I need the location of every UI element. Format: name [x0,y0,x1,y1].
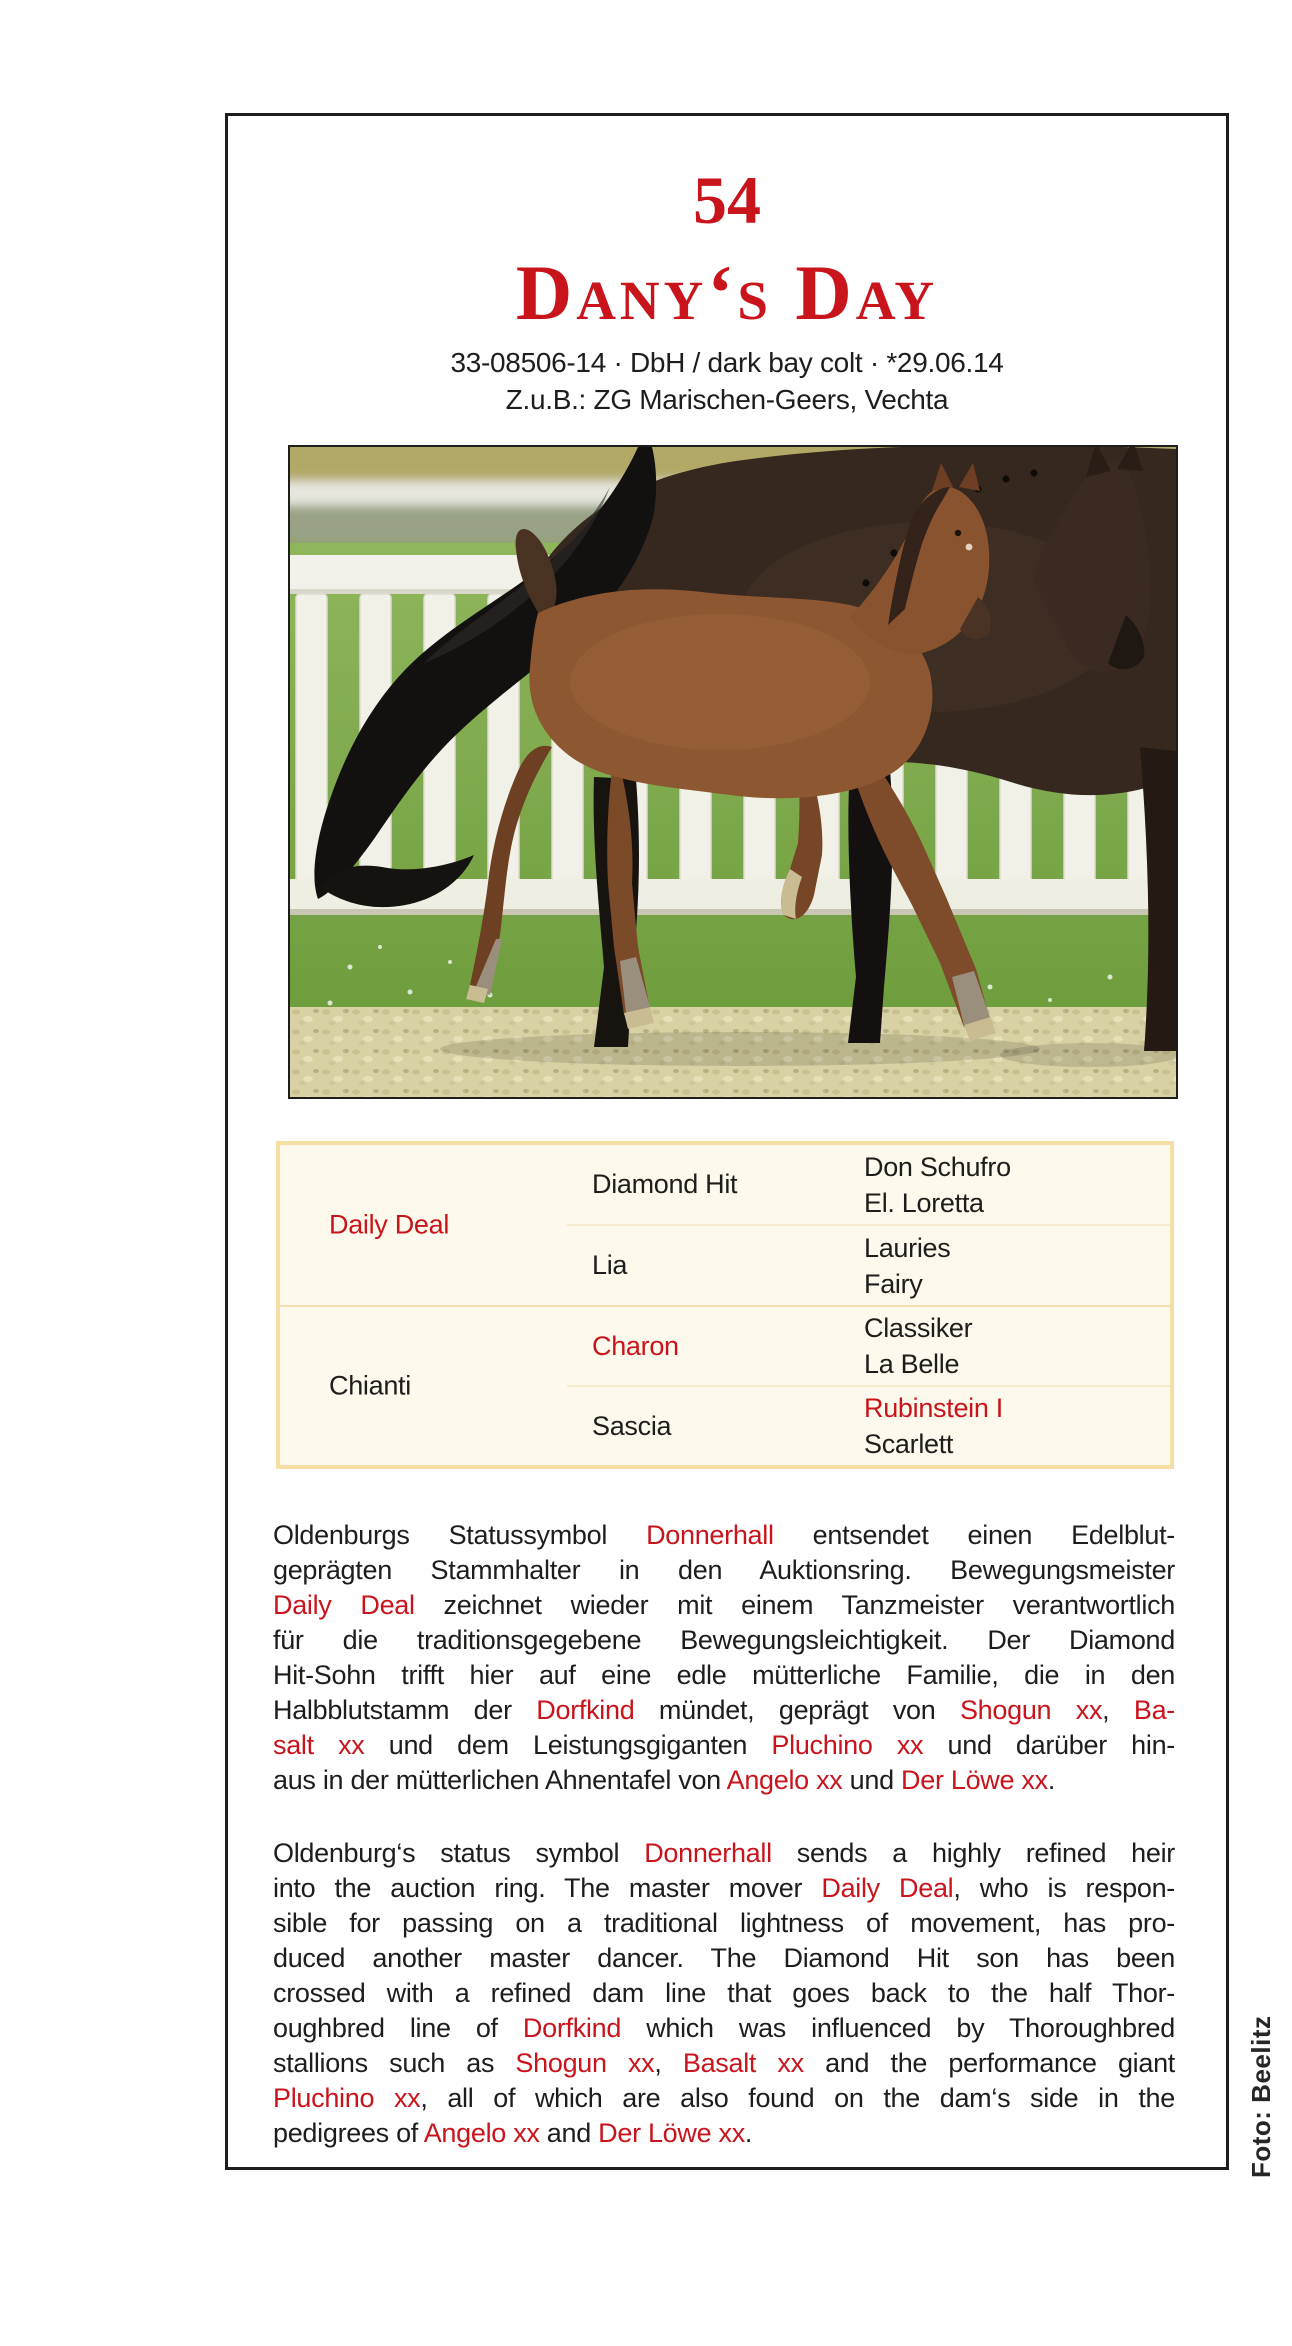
text-segment: Pluchino xx [771,1730,924,1760]
text-segment: , all of which are also found on the dam‘s side in the [420,2083,1175,2113]
text-line [273,2081,1175,2116]
text-segment: Scarlett [864,1429,954,1459]
pedigree-greatgrandparents [864,1149,1170,1221]
pedigree-grandparent-name [567,1411,864,1442]
pedigree-parent-name [329,1210,449,1241]
text-segment: and the performance giant [803,2048,1175,2078]
text-segment: Sascia [592,1410,672,1441]
text-segment: Angelo xx [423,2118,540,2148]
text-line [273,1658,1175,1693]
pedigree-row [567,1145,1170,1224]
text-line [273,2011,1175,2046]
pedigree-table [276,1141,1174,1469]
text-segment: Ba- [1133,1695,1175,1725]
photo-credit: Foto: Beelitz [1246,2015,1276,2178]
text-segment: Classiker [864,1313,973,1343]
text-line [273,2046,1175,2081]
pedigree-greatgrandparent-name [864,1149,1170,1185]
text-line [273,1518,1175,1553]
paragraph-english [273,1836,1175,2151]
text-segment: Shogun xx [959,1695,1103,1725]
pedigree-row [567,1307,1170,1385]
text-segment: into the auction ring. The master mover [273,1873,822,1903]
text-line [273,1588,1175,1623]
text-line [273,1836,1175,1871]
text-line [273,1941,1175,1976]
pedigree-greatgrandparents [864,1390,1170,1462]
text-segment: oughbred line of [273,2013,523,2043]
text-segment: La Belle [864,1349,960,1379]
text-segment: und darüber hin- [923,1730,1175,1760]
text-segment: Rubinstein I [864,1393,1003,1423]
text-segment: Don Schufro [864,1151,1011,1182]
text-segment: Angelo xx [726,1765,843,1795]
pedigree-greatgrandparent-name [864,1230,1170,1266]
pedigree-parent-name [329,1371,411,1402]
horse-info [228,344,1226,418]
pedigree-greatgrandparent-name [864,1390,1170,1426]
text-line [273,1623,1175,1658]
text-segment: für die traditionsgegebene Bewegungsleichtigkeit. Der Diamond [273,1625,1175,1655]
pedigree-greatgrandparent-name [864,1346,1170,1382]
pedigree-rows [567,1145,1170,1305]
text-segment: Basalt xx [682,2048,804,2078]
text-segment: crossed with a refined dam line that goes back to the half Thor- [273,1978,1175,2008]
text-segment: geprägten Stammhalter in den Auktionsring. Bewegungsmeister [273,1555,1175,1585]
text-segment: Donnerhall [644,1838,772,1868]
text-segment: und [842,1765,902,1795]
pedigree-grandparent-name [567,1331,864,1362]
text-segment: Fairy [864,1268,923,1299]
pedigree-row [567,1224,1170,1305]
pedigree-greatgrandparent-name [864,1426,1170,1462]
text-segment: zeichnet wieder mit einem Tanzmeister verantwortlich [414,1590,1175,1620]
pedigree-generation-sire [280,1145,1170,1305]
text-segment: . [744,2118,753,2148]
text-line [273,1693,1175,1728]
text-line [273,2116,1175,2151]
text-segment: Halbblutstamm der [273,1695,537,1725]
ground-shadow [440,1032,1040,1066]
text-segment: Shogun xx [515,2048,655,2078]
info-line-2: Z.u.B.: ZG Marischen-Geers, Vechta [505,384,949,415]
text-segment: Daily Deal [821,1873,954,1903]
text-line [273,1728,1175,1763]
text-segment: duced another master dancer. The Diamond Hit son has been [273,1943,1175,1973]
text-segment: sends a highly refined heir [771,1838,1175,1868]
pedigree-greatgrandparents [864,1230,1170,1302]
text-segment: , [654,2048,683,2078]
text-segment: mündet, geprägt von [634,1695,960,1725]
text-segment: Daily Deal [273,1590,415,1620]
text-segment: Chianti [329,1370,411,1401]
info-line-1: 33-08506-14 · DbH / dark bay colt · *29.06.14 [450,347,1004,378]
text-segment: Dorfkind [522,2013,622,2043]
lot-number: 54 [693,162,761,238]
text-segment: Diamond Hit [592,1169,738,1199]
text-segment: pedigrees of [273,2118,424,2148]
pedigree-row [567,1385,1170,1465]
text-segment: aus in der mütterlichen Ahnentafel von [273,1765,727,1795]
horse-name: Dany‘s Day [515,249,939,336]
text-line [273,1906,1175,1941]
text-segment: sible for passing on a traditional lightness of movement, has pro- [273,1908,1175,1938]
pedigree-greatgrandparent-name [864,1185,1170,1221]
text-segment: . [1047,1765,1056,1795]
text-segment: Charon [592,1330,679,1361]
text-line [273,1871,1175,1906]
pedigree-generation-dam [280,1305,1170,1465]
text-segment: salt xx [273,1730,365,1760]
text-segment: which was influenced by Thoroughbred [621,2013,1175,2043]
text-segment: Dorfkind [536,1695,635,1725]
text-segment: Lauries [864,1232,951,1263]
pedigree-greatgrandparent-name [864,1266,1170,1302]
paragraph-german [273,1518,1175,1798]
text-segment: Oldenburg‘s status symbol [273,1838,645,1868]
text-segment: El. Loretta [864,1187,984,1218]
text-line [273,1976,1175,2011]
text-segment: Lia [592,1250,628,1280]
text-segment: Der Löwe xx [598,2118,745,2148]
horse-photo [288,445,1178,1099]
text-line [273,1763,1175,1798]
text-segment: Donnerhall [646,1520,774,1550]
pedigree-grandparent-name [567,1250,864,1281]
text-segment: stallions such as [273,2048,516,2078]
text-segment: , [1102,1695,1134,1725]
pedigree-grandparent-name [567,1169,864,1200]
text-segment: and [539,2118,599,2148]
text-line [273,1553,1175,1588]
horse-photo-illustration [290,447,1176,1097]
pedigree-greatgrandparent-name [864,1310,1170,1346]
text-segment: Hit-Sohn trifft hier auf eine edle mütterliche Familie, die in den [273,1660,1175,1690]
text-segment: Pluchino xx [273,2083,421,2113]
text-segment: Oldenburgs Statussymbol [273,1520,647,1550]
text-segment: entsendet einen Edelblut- [773,1520,1175,1550]
pedigree-greatgrandparents [864,1310,1170,1382]
text-segment: Daily Deal [329,1209,450,1240]
text-segment: Der Löwe xx [901,1765,1048,1795]
pedigree-rows [567,1307,1170,1465]
text-segment: und dem Leistungsgiganten [364,1730,772,1760]
text-segment: , who is respon- [953,1873,1175,1903]
page-frame [225,113,1229,2170]
